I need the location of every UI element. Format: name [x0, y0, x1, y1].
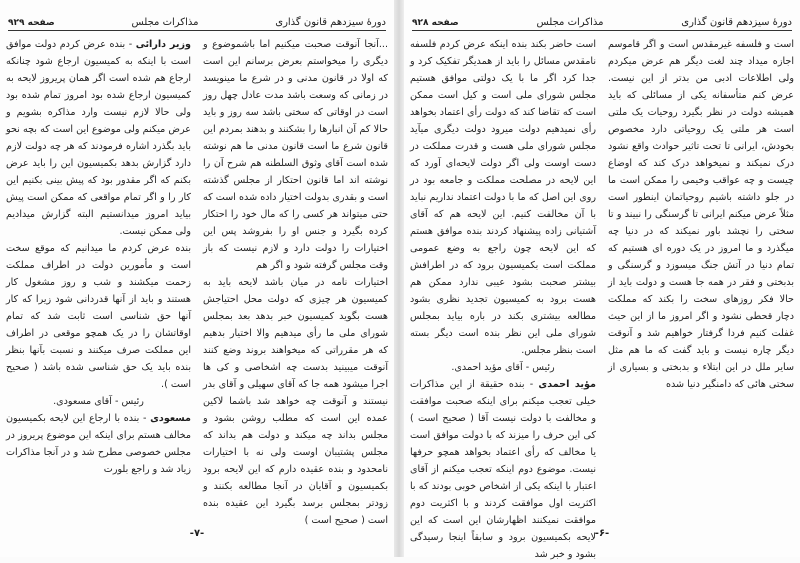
page-928: [404, 0, 800, 560]
speaker-name: مسعودی: [150, 413, 191, 424]
page-number: صفحه ۹۲۸: [412, 18, 459, 28]
speech-text: - بنده با ارجاع این لایحه بکمیسیون مخالف هستم برای اینکه این موضوع پریروز در مجلس خصوصی مطرح شد و در آنجا مذاکرات زیاد شد و راجع بلورت: [6, 413, 191, 475]
column-right: [608, 36, 794, 517]
column-left: [410, 36, 596, 560]
paragraph: است و فلسفه غیرمقدس است و اگر قاموسم اجازه میداد چند لغت دیگر هم عرض میکردم ولی اطلاعات ادبی من بدتر از این نیست. عرض کنم متأسفانه یکی از مسائلی که باید همیشه دولت در نظر بگیرد روحیات یک ملتی است هر ملتی یک روحیاتی دارد مخصوص بخودش، ایرانی تا تحت تاثیر حوادث واقع نشود درک نمیکند و نمیخواهد درک کند که اوضاع چیست و چه عواقب وخیمی را ممکن است ما در جلو داشته باشیم روحیاتمان اینطور است مثلاً عرض میکنم ایرانی تا گرسنگی را نبیند و تا سختی را نچشد باور نمیکند که در دنیا چه میگذرد و ما امروز در یک دوره ای هستیم که تمام دنیا در آتش جنگ میسوزد و گرسنگی و بدبختی و فقر در همه جا هست و دولت باید از حالا فکر روزهای سخت را بکند که مملکت دچار قحطی نشود و اگر امروز ما از این حیث غفلت کنیم فردا گرفتار خواهیم شد و آنوقت دیگر چاره نیست و باید گفت که ما هم مثل سایر ملل در این ابتلاء و بدبختی و بسیاری از سختی هائی که دامنگیر دنیا شده: [608, 39, 794, 390]
page-929: [0, 0, 394, 557]
period-title: دورهٔ سیزدهم قانون گذاری: [681, 17, 792, 28]
page-header: [8, 8, 386, 31]
paragraph: [6, 36, 191, 240]
paragraph: [6, 410, 191, 478]
speaker-name: مؤید احمدی: [538, 379, 596, 390]
section-title: مذاکرات مجلس: [131, 17, 199, 28]
section-title: مذاکرات مجلس: [536, 17, 604, 28]
chair-line: رئیس - آقای مؤید احمدی.: [451, 362, 555, 373]
page-number: صفحه ۹۲۹: [8, 18, 55, 28]
period-title: دورهٔ سیزدهم قانون گذاری: [275, 17, 386, 28]
column-left: [6, 36, 191, 517]
paragraph: بنده عرض کردم ما میدانیم که موقع سخت است و مأمورین دولت در اطراف مملکت زحمت میکشند و شب و روز مشغول کار هستند و باید از آنها قدردانی شود زیرا که کار آنها حق شناسی است ثابت شد که تمام اوقاتشان را در یک همچو موقعی در اطراف این مملکت صرف میکنند و نسبت بآنها بنظر بنده باید یک حق شناسی شده باشد ( صحیح است ).: [6, 243, 191, 390]
speech-text: - بنده حقیقة از این مذاکرات خیلی تعجب میکنم برای اینکه صحبت موافقت و مخالفت با دولت نیست آقا ( صحیح است ) کی این حرف را میزند که با دولت موافق است یا مخالف که رأی اعتماد بخواهد همچو حرفها نیست. موضوع دوم اینکه تعجب میکنم از آقای اعتبار با اینکه یکی از اشخاص خوبی بودند که با اکثریت اول موافقت کردند و با اکثریت دوم موافقت نمیکنند اظهارشان این است که این لایحه بکمیسیون برود و سابقاً اینجا رسیدگی بشود و خبر شد: [410, 379, 596, 560]
page-footer-number: -۶-: [594, 528, 610, 539]
paragraph: اختیارات نامه در میان باشد لایحه باید به کمیسیون هر چیزی که دولت محل احتیاجش هست بگوید کمیسیون خبر بدهد بعد بمجلس شورای ملی ما رأی میدهیم والا اختیار بدهیم که هر مقرراتی که میخواهند بروند وضع کنند آنوقت میبینید بدست چه اشخاصی و کی ها اجرا میشود همه جا که آقای سهیلی و آقای بدر نیستند و آنوقت چه خواهد شد باشما لاکین عمده این است که مطلب روشن بشود و مجلس بداند چه میکند و دولت هم بداند که مجلس پشتیبان اوست ولی نه با اختیارات نامحدود و بنده عقیده دارم که این لایحه برود بکمیسیون و آقایان در آنجا مطالعه بکنند و زودتر بمجلس برسد بگیرد این عقیده بنده است ( صحیح است ): [203, 277, 388, 526]
column-right: [203, 36, 388, 526]
page-footer-number: -۷-: [189, 528, 205, 539]
paragraph: است حاضر بکند بنده اینکه عرض کردم فلسفه نامقدس مسائل را باید از همدیگر تفکیک کرد و جدا کرد اگر ما با یک دولتی موافق هستیم مجلس شورای ملی است و کیل است ممکن است که تقاضا کند که دولت رأی اعتماد بخواهد رأی نمیدهیم دولت میرود دولت دیگری میآید مجلس شورای ملی هست و قدرت مملکت در دست اوست ولی اگر دولت لایحه‌ای آورد که این لایحه در مصلحت مملکت و جامعه بود در روی این اصل که ما با دولت اعتماد نداریم نباید با آن مخالفت کنیم. این لایحه هم که آقای آشتیانی زاده پیشنهاد کردند بنده موافق هستم که این لایحه چون راجع به وضع عمومی مملکت است بکمیسیون برود که در اطرافش بیشتر صحبت بشود عیبی ندارد ممکن هم هست برود به کمیسیون تجدید نظری بشود مطالعه بیشتری بکند در باره بیاید بمجلس شورای ملی این نظر بنده است دیگر بسته است بنظر مجلس.: [410, 39, 596, 356]
book-gutter: [394, 0, 404, 557]
chair-line: رئیس - آقای مسعودی.: [53, 396, 144, 407]
speaker-name: وزیر دارائی: [135, 39, 191, 50]
page-header: [412, 8, 792, 31]
paragraph: ...آنجا آنوقت صحبت میکنیم اما باشموضوع و دیگری را میخواستم بعرض برسانم این است که اولا در قانون مدنی و در شرع ما مینویسد در زمانی که وسعت باشد مدت عادل چهل روز است در اوقاتی که سختی باشد سه روز و باید حالا کم آن انبارها را بشکنند و بدهند بمردم این قانون شرع ما است قانون مدنی ما هم نوشته شده است آقای وثوق السلطنه هم شرح آن را نوشته اند اما قانون احتکار از مجلس گذشته است و بقدری بدولت اختیار داده شده است که حتی میتواند هر کسی را که مال خود را احتکار کرده بگیرد و جنس او را بفروشد پس این اختیارات را دولت دارد و لازم نیست که باز وقت مجلس گرفته شود و اگر هم: [203, 39, 388, 271]
speech-text: - بنده عرض کردم دولت موافق است با اینکه به کمیسیون ارجاع شود چنانکه ارجاع هم شده است اگر همان پریروز لایحه به کمیسیون ارجاع شده بود امروز تمام شده بود ولی حالا لازم نیست وارد مذاکره بشویم و عرض میکنم ولی موضوع این است که بچه نحو باید بگذرد اشاره فرمودند که هر چه دولت لازم دارد گزارش بدهد بکمیسیون این را باید عرض بکنم که اگر مقدور بود که پیش بینی بکنیم این کار را و اگر تمام مواقعی که ممکن است پیش بیاید امروز میدانستیم البته گزارش میدادیم ولی ممکن نیست.: [6, 39, 191, 237]
